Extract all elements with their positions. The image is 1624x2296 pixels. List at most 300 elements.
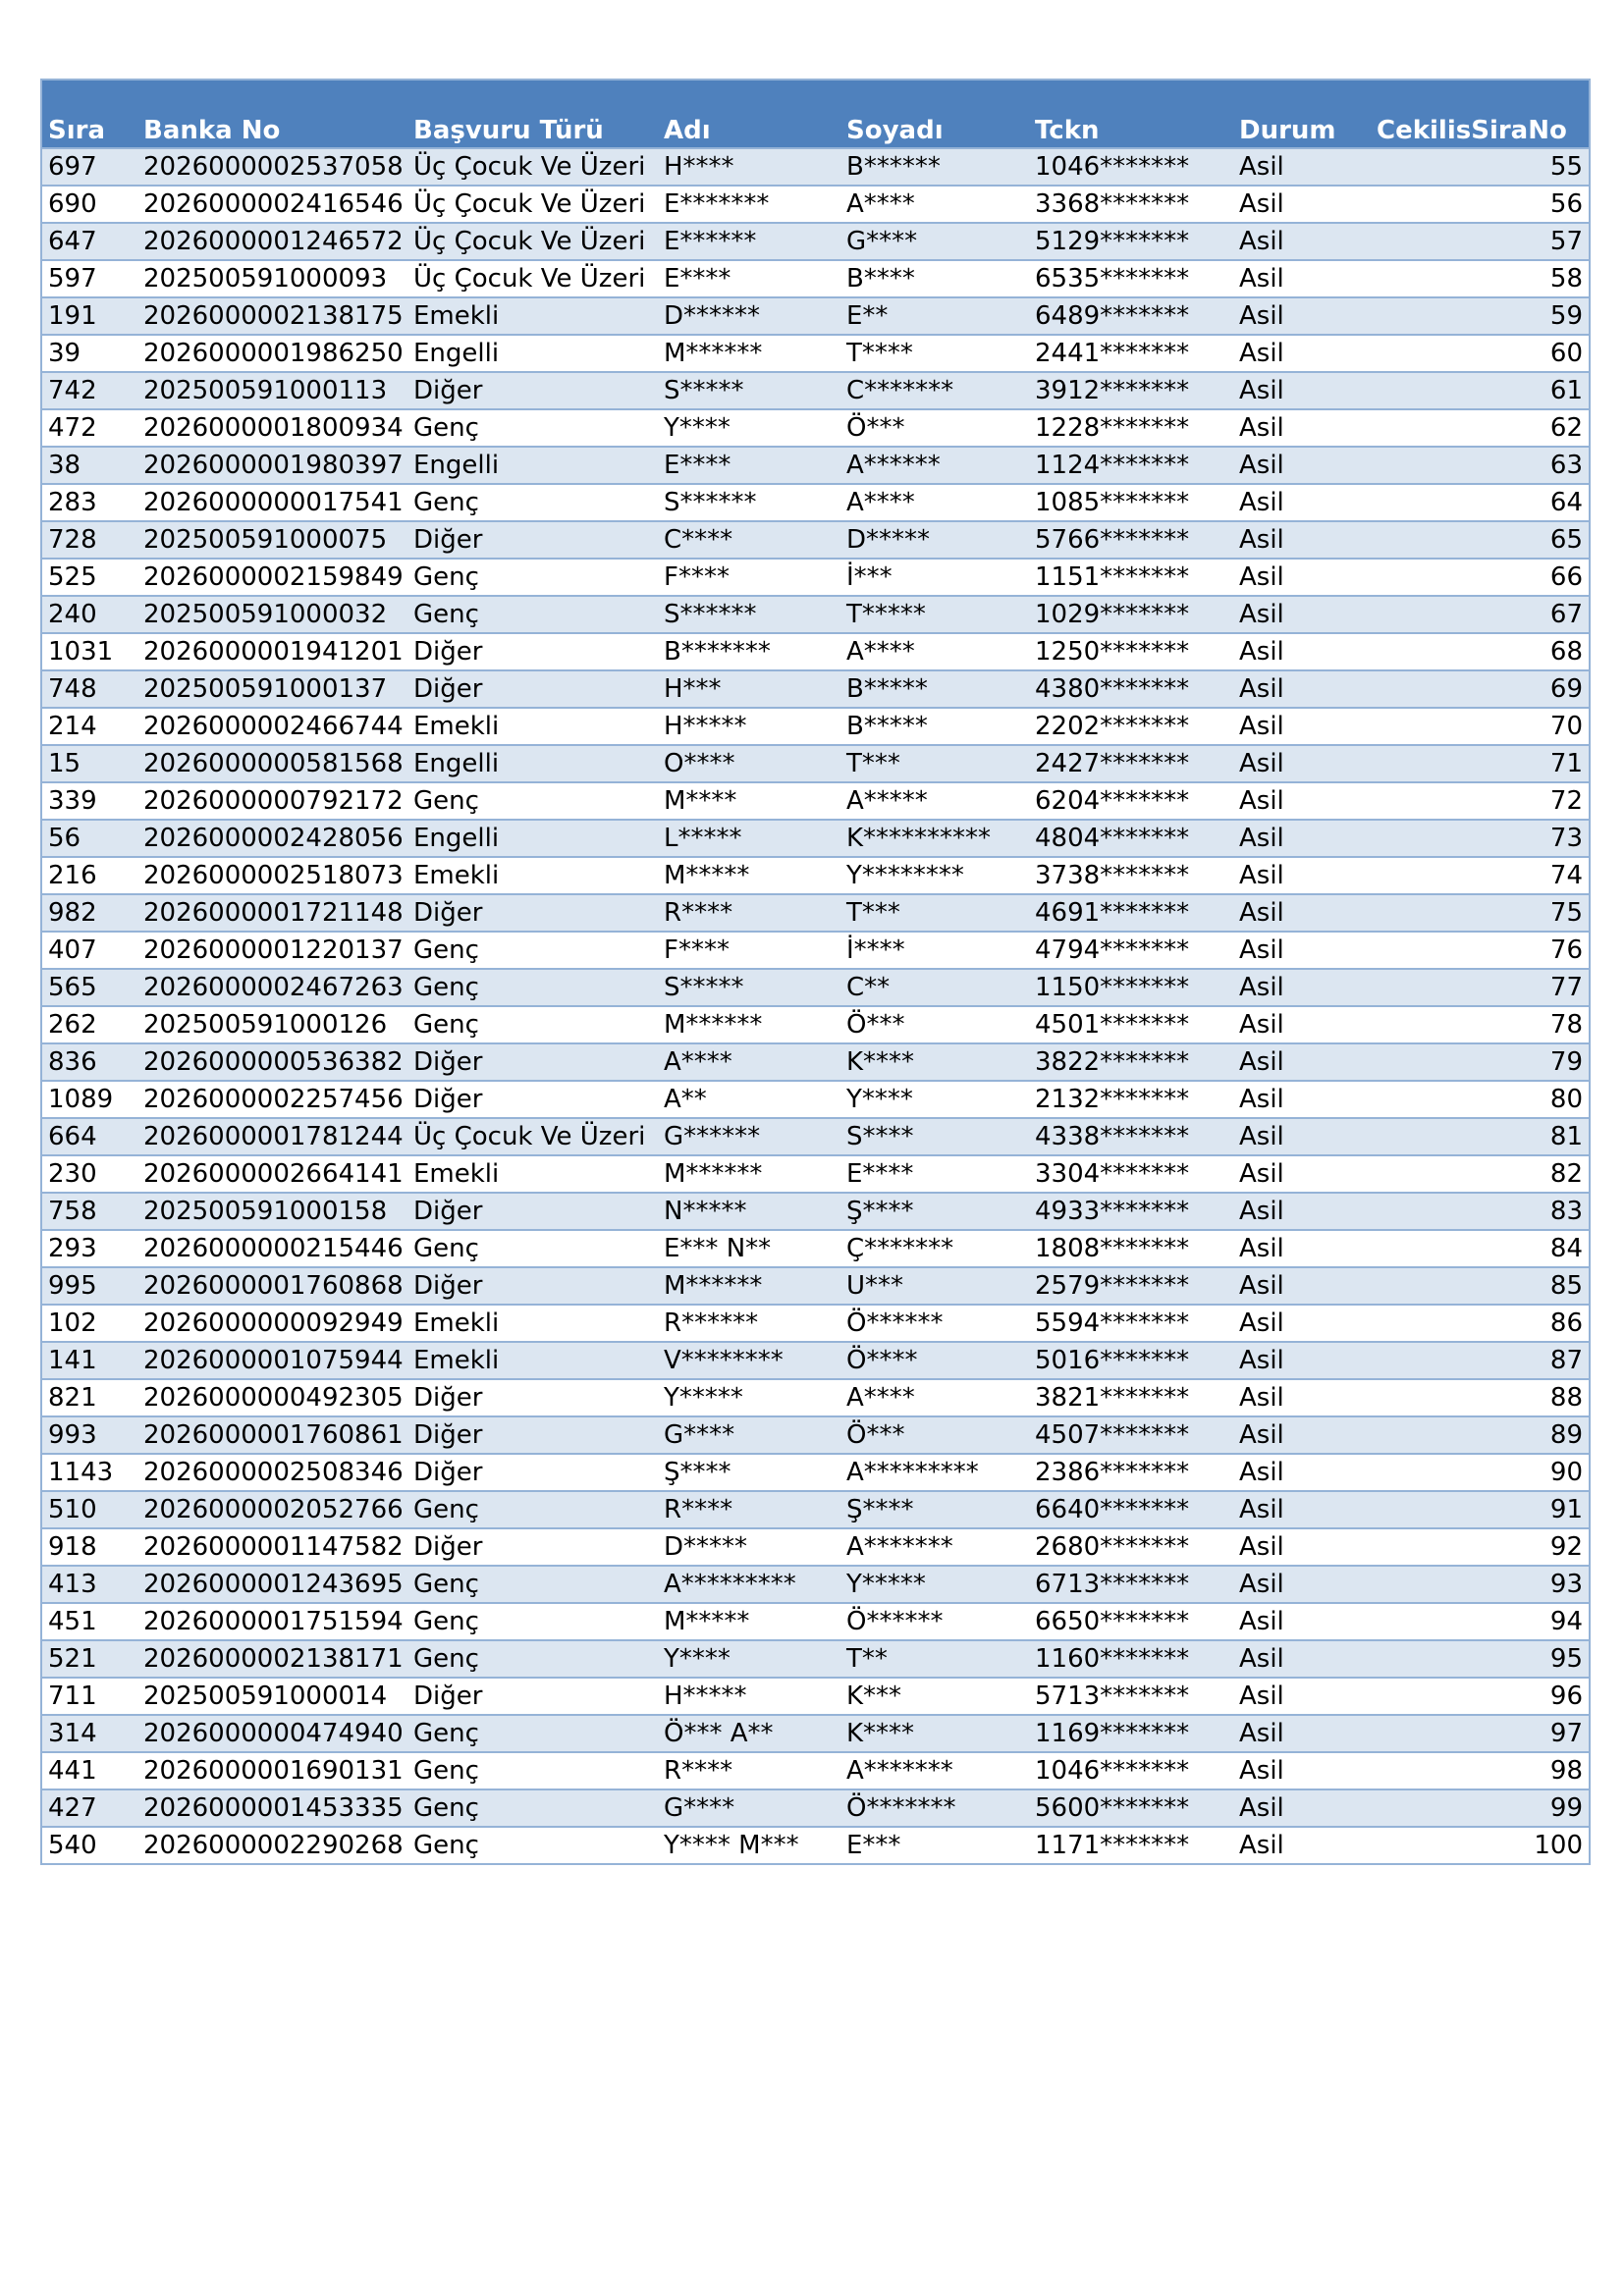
basvuru-turu-cell: Genç bbox=[407, 1006, 658, 1043]
durum-cell: Asil bbox=[1233, 1678, 1371, 1715]
banka-no-cell: 2026000001760861 bbox=[137, 1416, 407, 1454]
basvuru-turu-cell: Genç bbox=[407, 409, 658, 447]
banka-no-cell: 2026000001760868 bbox=[137, 1267, 407, 1305]
table-row bbox=[41, 1715, 1590, 1752]
adi-cell: H**** bbox=[658, 148, 840, 186]
tckn-cell: 1124******* bbox=[1029, 447, 1233, 484]
table-body bbox=[41, 148, 1590, 1864]
table-row bbox=[41, 1528, 1590, 1566]
tckn-cell: 3368******* bbox=[1029, 186, 1233, 223]
soyadi-cell: B***** bbox=[840, 670, 1029, 708]
basvuru-turu-cell: Diğer bbox=[407, 670, 658, 708]
table-row bbox=[41, 148, 1590, 186]
table-row bbox=[41, 1752, 1590, 1789]
adi-cell: Ş**** bbox=[658, 1454, 840, 1491]
table-row bbox=[41, 782, 1590, 820]
column-header-adi: Adı bbox=[658, 80, 840, 148]
basvuru-turu-cell: Emekli bbox=[407, 1305, 658, 1342]
banka-no-cell: 202500591000126 bbox=[137, 1006, 407, 1043]
adi-cell: M****** bbox=[658, 1155, 840, 1193]
cekilis-sira-no-cell: 100 bbox=[1371, 1827, 1590, 1864]
durum-cell: Asil bbox=[1233, 447, 1371, 484]
tckn-cell: 5713******* bbox=[1029, 1678, 1233, 1715]
adi-cell: H*** bbox=[658, 670, 840, 708]
sira-cell: 191 bbox=[41, 297, 137, 335]
durum-cell: Asil bbox=[1233, 1640, 1371, 1678]
cekilis-sira-no-cell: 71 bbox=[1371, 745, 1590, 782]
adi-cell: F**** bbox=[658, 559, 840, 596]
table-row bbox=[41, 223, 1590, 260]
banka-no-cell: 2026000002138175 bbox=[137, 297, 407, 335]
durum-cell: Asil bbox=[1233, 372, 1371, 409]
tckn-cell: 1169******* bbox=[1029, 1715, 1233, 1752]
sira-cell: 15 bbox=[41, 745, 137, 782]
soyadi-cell: Ö*** bbox=[840, 1416, 1029, 1454]
soyadi-cell: İ**** bbox=[840, 932, 1029, 969]
cekilis-sira-no-cell: 68 bbox=[1371, 633, 1590, 670]
durum-cell: Asil bbox=[1233, 1789, 1371, 1827]
sira-cell: 647 bbox=[41, 223, 137, 260]
soyadi-cell: Ö****** bbox=[840, 1603, 1029, 1640]
soyadi-cell: Ç******* bbox=[840, 1230, 1029, 1267]
basvuru-turu-cell: Diğer bbox=[407, 1081, 658, 1118]
basvuru-turu-cell: Emekli bbox=[407, 857, 658, 894]
cekilis-sira-no-cell: 92 bbox=[1371, 1528, 1590, 1566]
sira-cell: 918 bbox=[41, 1528, 137, 1566]
sira-cell: 39 bbox=[41, 335, 137, 372]
tckn-cell: 6713******* bbox=[1029, 1566, 1233, 1603]
table-row bbox=[41, 409, 1590, 447]
cekilis-sira-no-cell: 62 bbox=[1371, 409, 1590, 447]
table-row bbox=[41, 1827, 1590, 1864]
adi-cell: Y**** bbox=[658, 1640, 840, 1678]
table-row bbox=[41, 1118, 1590, 1155]
cekilis-sira-no-cell: 96 bbox=[1371, 1678, 1590, 1715]
basvuru-turu-cell: Engelli bbox=[407, 820, 658, 857]
basvuru-turu-cell: Diğer bbox=[407, 633, 658, 670]
durum-cell: Asil bbox=[1233, 1006, 1371, 1043]
tckn-cell: 3822******* bbox=[1029, 1043, 1233, 1081]
banka-no-cell: 202500591000032 bbox=[137, 596, 407, 633]
adi-cell: M****** bbox=[658, 1006, 840, 1043]
sira-cell: 339 bbox=[41, 782, 137, 820]
adi-cell: B******* bbox=[658, 633, 840, 670]
soyadi-cell: Ş**** bbox=[840, 1193, 1029, 1230]
adi-cell: E****** bbox=[658, 223, 840, 260]
cekilis-sira-no-cell: 76 bbox=[1371, 932, 1590, 969]
tckn-cell: 5016******* bbox=[1029, 1342, 1233, 1379]
adi-cell: D***** bbox=[658, 1528, 840, 1566]
durum-cell: Asil bbox=[1233, 1043, 1371, 1081]
sira-cell: 262 bbox=[41, 1006, 137, 1043]
table-row bbox=[41, 1305, 1590, 1342]
cekilis-sira-no-cell: 93 bbox=[1371, 1566, 1590, 1603]
table-row bbox=[41, 372, 1590, 409]
cekilis-sira-no-cell: 75 bbox=[1371, 894, 1590, 932]
basvuru-turu-cell: Genç bbox=[407, 932, 658, 969]
adi-cell: L***** bbox=[658, 820, 840, 857]
adi-cell: H***** bbox=[658, 1678, 840, 1715]
banka-no-cell: 2026000000017541 bbox=[137, 484, 407, 521]
soyadi-cell: S**** bbox=[840, 1118, 1029, 1155]
basvuru-turu-cell: Genç bbox=[407, 1789, 658, 1827]
banka-no-cell: 2026000001147582 bbox=[137, 1528, 407, 1566]
column-header-sira: Sıra bbox=[41, 80, 137, 148]
banka-no-cell: 2026000002159849 bbox=[137, 559, 407, 596]
cekilis-sira-no-cell: 70 bbox=[1371, 708, 1590, 745]
durum-cell: Asil bbox=[1233, 409, 1371, 447]
adi-cell: H***** bbox=[658, 708, 840, 745]
banka-no-cell: 202500591000014 bbox=[137, 1678, 407, 1715]
table-row bbox=[41, 1789, 1590, 1827]
durum-cell: Asil bbox=[1233, 969, 1371, 1006]
basvuru-turu-cell: Genç bbox=[407, 559, 658, 596]
basvuru-turu-cell: Üç Çocuk Ve Üzeri bbox=[407, 148, 658, 186]
basvuru-turu-cell: Diğer bbox=[407, 1193, 658, 1230]
durum-cell: Asil bbox=[1233, 1081, 1371, 1118]
banka-no-cell: 2026000001243695 bbox=[137, 1566, 407, 1603]
sira-cell: 451 bbox=[41, 1603, 137, 1640]
sira-cell: 293 bbox=[41, 1230, 137, 1267]
banka-no-cell: 2026000002290268 bbox=[137, 1827, 407, 1864]
basvuru-turu-cell: Diğer bbox=[407, 1678, 658, 1715]
adi-cell: S****** bbox=[658, 484, 840, 521]
cekilis-sira-no-cell: 66 bbox=[1371, 559, 1590, 596]
adi-cell: R**** bbox=[658, 1752, 840, 1789]
column-header-soyadi: Soyadı bbox=[840, 80, 1029, 148]
durum-cell: Asil bbox=[1233, 745, 1371, 782]
table-row bbox=[41, 1566, 1590, 1603]
cekilis-sira-no-cell: 65 bbox=[1371, 521, 1590, 559]
adi-cell: M***** bbox=[658, 857, 840, 894]
table-row bbox=[41, 260, 1590, 297]
tckn-cell: 5594******* bbox=[1029, 1305, 1233, 1342]
table-row bbox=[41, 1603, 1590, 1640]
tckn-cell: 1150******* bbox=[1029, 969, 1233, 1006]
cekilis-sira-no-cell: 77 bbox=[1371, 969, 1590, 1006]
adi-cell: M****** bbox=[658, 1267, 840, 1305]
results-table bbox=[40, 79, 1591, 1865]
tckn-cell: 5600******* bbox=[1029, 1789, 1233, 1827]
banka-no-cell: 2026000001980397 bbox=[137, 447, 407, 484]
banka-no-cell: 2026000000792172 bbox=[137, 782, 407, 820]
sira-cell: 1089 bbox=[41, 1081, 137, 1118]
banka-no-cell: 2026000002467263 bbox=[137, 969, 407, 1006]
cekilis-sira-no-cell: 72 bbox=[1371, 782, 1590, 820]
tckn-cell: 1046******* bbox=[1029, 1752, 1233, 1789]
durum-cell: Asil bbox=[1233, 1193, 1371, 1230]
basvuru-turu-cell: Diğer bbox=[407, 1454, 658, 1491]
banka-no-cell: 2026000000215446 bbox=[137, 1230, 407, 1267]
sira-cell: 748 bbox=[41, 670, 137, 708]
tckn-cell: 1228******* bbox=[1029, 409, 1233, 447]
soyadi-cell: E*** bbox=[840, 1827, 1029, 1864]
tckn-cell: 2579******* bbox=[1029, 1267, 1233, 1305]
table-row bbox=[41, 1081, 1590, 1118]
adi-cell: F**** bbox=[658, 932, 840, 969]
cekilis-sira-no-cell: 91 bbox=[1371, 1491, 1590, 1528]
sira-cell: 821 bbox=[41, 1379, 137, 1416]
durum-cell: Asil bbox=[1233, 1305, 1371, 1342]
banka-no-cell: 2026000001800934 bbox=[137, 409, 407, 447]
cekilis-sira-no-cell: 89 bbox=[1371, 1416, 1590, 1454]
durum-cell: Asil bbox=[1233, 335, 1371, 372]
durum-cell: Asil bbox=[1233, 1566, 1371, 1603]
sira-cell: 697 bbox=[41, 148, 137, 186]
banka-no-cell: 2026000001075944 bbox=[137, 1342, 407, 1379]
soyadi-cell: T*** bbox=[840, 745, 1029, 782]
cekilis-sira-no-cell: 90 bbox=[1371, 1454, 1590, 1491]
sira-cell: 407 bbox=[41, 932, 137, 969]
durum-cell: Asil bbox=[1233, 186, 1371, 223]
soyadi-cell: A**** bbox=[840, 484, 1029, 521]
banka-no-cell: 2026000002466744 bbox=[137, 708, 407, 745]
adi-cell: D****** bbox=[658, 297, 840, 335]
durum-cell: Asil bbox=[1233, 1603, 1371, 1640]
sira-cell: 664 bbox=[41, 1118, 137, 1155]
table-row bbox=[41, 1155, 1590, 1193]
durum-cell: Asil bbox=[1233, 1155, 1371, 1193]
soyadi-cell: B****** bbox=[840, 148, 1029, 186]
tckn-cell: 4933******* bbox=[1029, 1193, 1233, 1230]
banka-no-cell: 202500591000113 bbox=[137, 372, 407, 409]
table-row bbox=[41, 857, 1590, 894]
adi-cell: A**** bbox=[658, 1043, 840, 1081]
sira-cell: 240 bbox=[41, 596, 137, 633]
durum-cell: Asil bbox=[1233, 148, 1371, 186]
durum-cell: Asil bbox=[1233, 1342, 1371, 1379]
basvuru-turu-cell: Diğer bbox=[407, 1267, 658, 1305]
adi-cell: Y**** bbox=[658, 409, 840, 447]
sira-cell: 742 bbox=[41, 372, 137, 409]
soyadi-cell: K*** bbox=[840, 1678, 1029, 1715]
sira-cell: 230 bbox=[41, 1155, 137, 1193]
banka-no-cell: 2026000001721148 bbox=[137, 894, 407, 932]
cekilis-sira-no-cell: 98 bbox=[1371, 1752, 1590, 1789]
tckn-cell: 3738******* bbox=[1029, 857, 1233, 894]
adi-cell: A** bbox=[658, 1081, 840, 1118]
adi-cell: Y***** bbox=[658, 1379, 840, 1416]
cekilis-sira-no-cell: 99 bbox=[1371, 1789, 1590, 1827]
tckn-cell: 6489******* bbox=[1029, 297, 1233, 335]
banka-no-cell: 2026000001751594 bbox=[137, 1603, 407, 1640]
table-row bbox=[41, 484, 1590, 521]
table-row bbox=[41, 186, 1590, 223]
basvuru-turu-cell: Genç bbox=[407, 1491, 658, 1528]
adi-cell: E*** N** bbox=[658, 1230, 840, 1267]
table-row bbox=[41, 596, 1590, 633]
durum-cell: Asil bbox=[1233, 1379, 1371, 1416]
tckn-cell: 1029******* bbox=[1029, 596, 1233, 633]
basvuru-turu-cell: Diğer bbox=[407, 1416, 658, 1454]
basvuru-turu-cell: Genç bbox=[407, 484, 658, 521]
basvuru-turu-cell: Genç bbox=[407, 1230, 658, 1267]
adi-cell: R**** bbox=[658, 894, 840, 932]
basvuru-turu-cell: Genç bbox=[407, 1752, 658, 1789]
soyadi-cell: İ*** bbox=[840, 559, 1029, 596]
table-row bbox=[41, 1006, 1590, 1043]
soyadi-cell: G**** bbox=[840, 223, 1029, 260]
sira-cell: 597 bbox=[41, 260, 137, 297]
durum-cell: Asil bbox=[1233, 260, 1371, 297]
tckn-cell: 4338******* bbox=[1029, 1118, 1233, 1155]
soyadi-cell: Ö**** bbox=[840, 1342, 1029, 1379]
tckn-cell: 4804******* bbox=[1029, 820, 1233, 857]
basvuru-turu-cell: Emekli bbox=[407, 708, 658, 745]
soyadi-cell: D***** bbox=[840, 521, 1029, 559]
sira-cell: 427 bbox=[41, 1789, 137, 1827]
sira-cell: 995 bbox=[41, 1267, 137, 1305]
adi-cell: S***** bbox=[658, 372, 840, 409]
sira-cell: 141 bbox=[41, 1342, 137, 1379]
soyadi-cell: T**** bbox=[840, 335, 1029, 372]
cekilis-sira-no-cell: 59 bbox=[1371, 297, 1590, 335]
durum-cell: Asil bbox=[1233, 932, 1371, 969]
table-row bbox=[41, 559, 1590, 596]
basvuru-turu-cell: Diğer bbox=[407, 521, 658, 559]
basvuru-turu-cell: Diğer bbox=[407, 1528, 658, 1566]
table-row bbox=[41, 521, 1590, 559]
sira-cell: 102 bbox=[41, 1305, 137, 1342]
banka-no-cell: 2026000001986250 bbox=[137, 335, 407, 372]
adi-cell: S****** bbox=[658, 596, 840, 633]
banka-no-cell: 2026000001246572 bbox=[137, 223, 407, 260]
basvuru-turu-cell: Engelli bbox=[407, 745, 658, 782]
adi-cell: Ö*** A** bbox=[658, 1715, 840, 1752]
tckn-cell: 4691******* bbox=[1029, 894, 1233, 932]
cekilis-sira-no-cell: 86 bbox=[1371, 1305, 1590, 1342]
durum-cell: Asil bbox=[1233, 559, 1371, 596]
durum-cell: Asil bbox=[1233, 596, 1371, 633]
table-row bbox=[41, 1342, 1590, 1379]
tckn-cell: 1046******* bbox=[1029, 148, 1233, 186]
table-row bbox=[41, 1267, 1590, 1305]
table-row bbox=[41, 1491, 1590, 1528]
table-row bbox=[41, 820, 1590, 857]
banka-no-cell: 2026000000581568 bbox=[137, 745, 407, 782]
basvuru-turu-cell: Genç bbox=[407, 1603, 658, 1640]
basvuru-turu-cell: Diğer bbox=[407, 372, 658, 409]
soyadi-cell: A******* bbox=[840, 1528, 1029, 1566]
banka-no-cell: 2026000001220137 bbox=[137, 932, 407, 969]
basvuru-turu-cell: Genç bbox=[407, 1566, 658, 1603]
soyadi-cell: Ö*** bbox=[840, 409, 1029, 447]
soyadi-cell: K********** bbox=[840, 820, 1029, 857]
tckn-cell: 4380******* bbox=[1029, 670, 1233, 708]
banka-no-cell: 2026000001690131 bbox=[137, 1752, 407, 1789]
sira-cell: 982 bbox=[41, 894, 137, 932]
durum-cell: Asil bbox=[1233, 484, 1371, 521]
sira-cell: 1031 bbox=[41, 633, 137, 670]
adi-cell: M****** bbox=[658, 335, 840, 372]
table-row bbox=[41, 633, 1590, 670]
sira-cell: 993 bbox=[41, 1416, 137, 1454]
adi-cell: E**** bbox=[658, 447, 840, 484]
tckn-cell: 3821******* bbox=[1029, 1379, 1233, 1416]
cekilis-sira-no-cell: 97 bbox=[1371, 1715, 1590, 1752]
durum-cell: Asil bbox=[1233, 857, 1371, 894]
adi-cell: R****** bbox=[658, 1305, 840, 1342]
banka-no-cell: 2026000002508346 bbox=[137, 1454, 407, 1491]
column-header-tckn: Tckn bbox=[1029, 80, 1233, 148]
tckn-cell: 4794******* bbox=[1029, 932, 1233, 969]
soyadi-cell: T*** bbox=[840, 894, 1029, 932]
durum-cell: Asil bbox=[1233, 782, 1371, 820]
table-row bbox=[41, 447, 1590, 484]
tckn-cell: 4507******* bbox=[1029, 1416, 1233, 1454]
column-header-durum: Durum bbox=[1233, 80, 1371, 148]
cekilis-sira-no-cell: 60 bbox=[1371, 335, 1590, 372]
durum-cell: Asil bbox=[1233, 670, 1371, 708]
cekilis-sira-no-cell: 80 bbox=[1371, 1081, 1590, 1118]
cekilis-sira-no-cell: 79 bbox=[1371, 1043, 1590, 1081]
tckn-cell: 2427******* bbox=[1029, 745, 1233, 782]
banka-no-cell: 2026000000092949 bbox=[137, 1305, 407, 1342]
basvuru-turu-cell: Genç bbox=[407, 1715, 658, 1752]
table-header-row bbox=[41, 80, 1590, 148]
cekilis-sira-no-cell: 64 bbox=[1371, 484, 1590, 521]
basvuru-turu-cell: Genç bbox=[407, 1640, 658, 1678]
cekilis-sira-no-cell: 56 bbox=[1371, 186, 1590, 223]
banka-no-cell: 2026000000492305 bbox=[137, 1379, 407, 1416]
tckn-cell: 2386******* bbox=[1029, 1454, 1233, 1491]
table-row bbox=[41, 670, 1590, 708]
cekilis-sira-no-cell: 61 bbox=[1371, 372, 1590, 409]
table-row bbox=[41, 1193, 1590, 1230]
cekilis-sira-no-cell: 74 bbox=[1371, 857, 1590, 894]
tckn-cell: 1160******* bbox=[1029, 1640, 1233, 1678]
basvuru-turu-cell: Emekli bbox=[407, 297, 658, 335]
adi-cell: A********* bbox=[658, 1566, 840, 1603]
durum-cell: Asil bbox=[1233, 1454, 1371, 1491]
cekilis-sira-no-cell: 82 bbox=[1371, 1155, 1590, 1193]
cekilis-sira-no-cell: 81 bbox=[1371, 1118, 1590, 1155]
tckn-cell: 6650******* bbox=[1029, 1603, 1233, 1640]
table-row bbox=[41, 335, 1590, 372]
tckn-cell: 3912******* bbox=[1029, 372, 1233, 409]
banka-no-cell: 2026000002518073 bbox=[137, 857, 407, 894]
soyadi-cell: Ö*** bbox=[840, 1006, 1029, 1043]
basvuru-turu-cell: Üç Çocuk Ve Üzeri bbox=[407, 186, 658, 223]
sira-cell: 214 bbox=[41, 708, 137, 745]
basvuru-turu-cell: Diğer bbox=[407, 1379, 658, 1416]
basvuru-turu-cell: Üç Çocuk Ve Üzeri bbox=[407, 1118, 658, 1155]
basvuru-turu-cell: Üç Çocuk Ve Üzeri bbox=[407, 223, 658, 260]
basvuru-turu-cell: Diğer bbox=[407, 1043, 658, 1081]
cekilis-sira-no-cell: 69 bbox=[1371, 670, 1590, 708]
adi-cell: Y**** M*** bbox=[658, 1827, 840, 1864]
cekilis-sira-no-cell: 58 bbox=[1371, 260, 1590, 297]
tckn-cell: 3304******* bbox=[1029, 1155, 1233, 1193]
durum-cell: Asil bbox=[1233, 1230, 1371, 1267]
durum-cell: Asil bbox=[1233, 521, 1371, 559]
adi-cell: G**** bbox=[658, 1416, 840, 1454]
durum-cell: Asil bbox=[1233, 894, 1371, 932]
durum-cell: Asil bbox=[1233, 1528, 1371, 1566]
banka-no-cell: 202500591000158 bbox=[137, 1193, 407, 1230]
tckn-cell: 6204******* bbox=[1029, 782, 1233, 820]
basvuru-turu-cell: Genç bbox=[407, 1827, 658, 1864]
sira-cell: 283 bbox=[41, 484, 137, 521]
basvuru-turu-cell: Genç bbox=[407, 782, 658, 820]
table-row bbox=[41, 932, 1590, 969]
sira-cell: 525 bbox=[41, 559, 137, 596]
column-header-cekilis-sira-no: CekilisSiraNo bbox=[1371, 80, 1590, 148]
sira-cell: 413 bbox=[41, 1566, 137, 1603]
soyadi-cell: A**** bbox=[840, 1379, 1029, 1416]
sira-cell: 836 bbox=[41, 1043, 137, 1081]
durum-cell: Asil bbox=[1233, 1491, 1371, 1528]
